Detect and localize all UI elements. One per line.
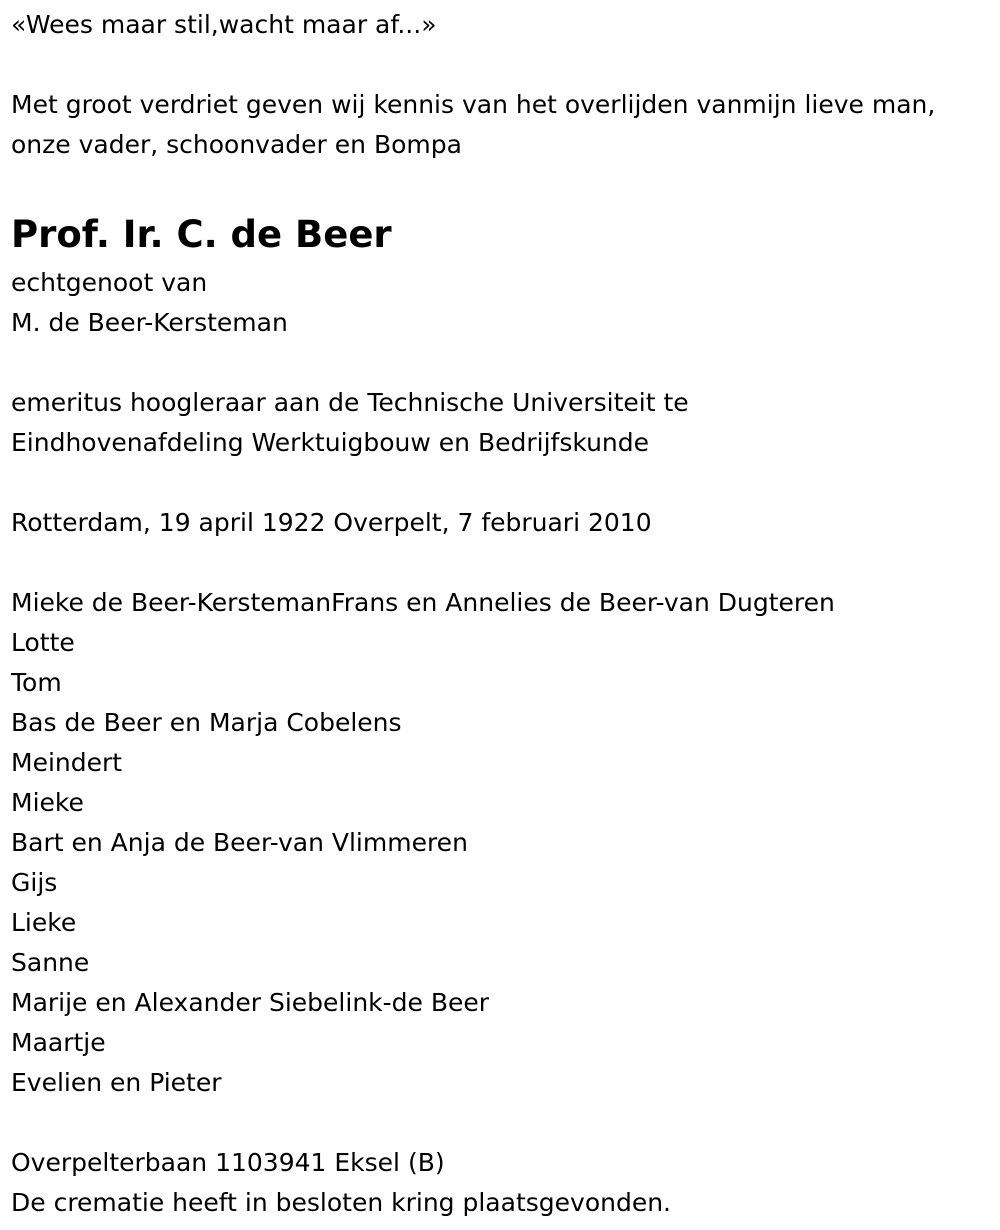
position-line-1: emeritus hoogleraar aan de Technische Universiteit te	[11, 388, 689, 417]
family-member: Mieke de Beer-KerstemanFrans en Annelies de Beer-van Dugteren	[11, 588, 835, 617]
position-line-2: Eindhovenafdeling Werktuigbouw en Bedrijfskunde	[11, 428, 650, 457]
family-member: Mieke	[11, 788, 84, 817]
spacer	[11, 543, 1000, 583]
spouse-line-1: echtgenoot van	[11, 268, 208, 297]
spacer	[11, 343, 1000, 383]
family-member: Sanne	[11, 948, 90, 977]
spacer	[11, 165, 1000, 205]
birth-death-dates: Rotterdam, 19 april 1922 Overpelt, 7 februari 2010	[11, 508, 652, 537]
family-member: Gijs	[11, 868, 58, 897]
intro-line-2: onze vader, schoonvader en Bompa	[11, 130, 462, 159]
family-member: Tom	[11, 668, 62, 697]
family-list	[11, 583, 1000, 1103]
closing-note: De crematie heeft in besloten kring plaatsgevonden.	[11, 1188, 671, 1217]
family-member: Lieke	[11, 908, 77, 937]
family-member: Maartje	[11, 1028, 106, 1057]
family-member: Bas de Beer en Marja Cobelens	[11, 708, 402, 737]
spacer	[11, 463, 1000, 503]
family-member: Meindert	[11, 748, 123, 777]
address: Overpelterbaan 1103941 Eksel (B)	[11, 1148, 445, 1177]
family-member: Evelien en Pieter	[11, 1068, 222, 1097]
family-member: Lotte	[11, 628, 75, 657]
family-member: Marije en Alexander Siebelink-de Beer	[11, 988, 490, 1017]
deceased-name: Prof. Ir. C. de Beer	[11, 213, 392, 256]
intro-line-1: Met groot verdriet geven wij kennis van het overlijden vanmijn lieve man,	[11, 90, 936, 119]
family-member: Bart en Anja de Beer-van Vlimmeren	[11, 828, 468, 857]
motto: «Wees maar stil,wacht maar af...»	[11, 10, 437, 39]
spacer	[11, 45, 1000, 85]
spacer	[11, 1103, 1000, 1143]
spouse-line-2: M. de Beer-Kersteman	[11, 308, 288, 337]
